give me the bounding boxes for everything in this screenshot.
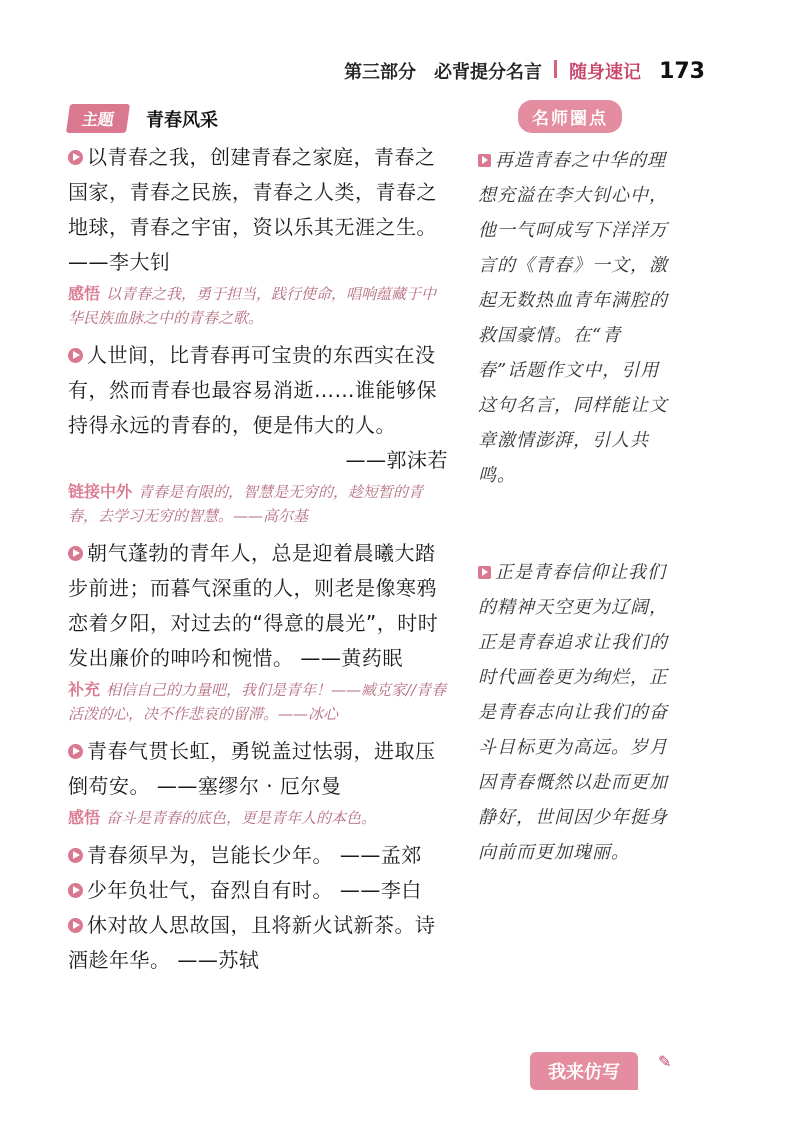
note-label: 补充 xyxy=(68,680,101,699)
note-label: 感悟 xyxy=(68,284,101,303)
page-number: 173 xyxy=(659,59,705,84)
note-block xyxy=(68,678,448,726)
play-bullet-icon xyxy=(68,150,83,165)
quote-text: 青春须早为，岂能长少年。 xyxy=(87,843,333,867)
play-bullet-icon xyxy=(68,918,83,933)
comment-arrow-icon xyxy=(478,566,491,579)
comment-text: 正是青春信仰让我们的精神天空更为辽阔，正是青春追求让我们的时代画卷更为绚烂，正是青春志向让我们的奋斗目标更为高远。岁月因青春慨然以赴而更加静好，世间因少年挺身向前而更加瑰丽。 xyxy=(478,562,668,863)
note-label: 链接中外 xyxy=(68,482,133,501)
header-divider xyxy=(554,60,557,78)
play-bullet-icon xyxy=(68,883,83,898)
quote-text: 以青春之我，创建青春之家庭，青春之国家，青春之民族，青春之人类，青春之地球，青春之宇宙，资以乐其无涯之生。 xyxy=(68,145,437,239)
play-bullet-icon xyxy=(68,744,83,759)
quote-text: 朝气蓬勃的青年人，总是迎着晨曦大踏步前进；而暮气深重的人，则老是像寒鸦恋着夕阳，对过去的“得意的晨光”，时时发出廉价的呻吟和惋惜。 xyxy=(68,541,439,670)
comment-text: 再造青春之中华的理想充溢在李大钊心中，他一气呵成写下洋洋万言的《青春》一文，激起无数热血青年满腔的救国豪情。在“青春”话题作文中，引用这句名言，同样能让文章激情澎湃，引人共鸣。 xyxy=(478,150,668,486)
quote-text: 休对故人思故国，且将新火试新茶。诗酒趁年华。 xyxy=(68,913,436,972)
quote-item xyxy=(68,140,448,280)
note-text: 以青春之我，勇于担当，践行使命，唱响蕴藏于中华民族血脉之中的青春之歌。 xyxy=(68,285,437,327)
quote-text: 人世间，比青春再可宝贵的东西实在没有，然而青春也最容易消逝……谁能够保持得永远的青春的，便是伟大的人。 xyxy=(68,343,437,437)
quote-author: ——塞缪尔 · 厄尔曼 xyxy=(156,774,342,798)
header-part: 第三部分 必背提分名言 xyxy=(344,62,543,83)
imitate-writing-tab: 我来仿写 xyxy=(530,1052,638,1090)
note-block xyxy=(68,806,448,830)
note-text: 青春是有限的，智慧是无穷的，趁短暂的青春，去学习无穷的智慧。——高尔基 xyxy=(68,483,424,525)
quote-author: ——苏轼 xyxy=(177,948,260,972)
topic-tag: 主题 xyxy=(66,104,130,133)
note-text: 相信自己的力量吧，我们是青年！——臧克家//青春活泼的心，决不作悲哀的留滞。——冰心 xyxy=(68,681,447,723)
quote-author: ——李白 xyxy=(339,878,422,902)
teacher-comments-column xyxy=(478,100,668,870)
quote-author: ——李大钊 xyxy=(68,250,171,274)
quote-item xyxy=(68,838,448,873)
note-label: 感悟 xyxy=(68,808,101,827)
quote-item xyxy=(68,338,448,478)
teacher-comment xyxy=(478,143,668,493)
quote-text: 青春气贯长虹，勇锐盖过怯弱，进取压倒苟安。 xyxy=(68,739,436,798)
note-block xyxy=(68,282,448,330)
quote-author: ——郭沫若 xyxy=(345,448,448,472)
quote-item xyxy=(68,873,448,908)
play-bullet-icon xyxy=(68,546,83,561)
topic-title: 青春风采 xyxy=(146,109,219,131)
quote-item xyxy=(68,734,448,804)
quote-author: ——孟郊 xyxy=(339,843,422,867)
quote-item xyxy=(68,536,448,676)
quote-text: 少年负壮气，奋烈自有时。 xyxy=(87,878,333,902)
quote-author: ——黄药眠 xyxy=(300,646,403,670)
play-bullet-icon xyxy=(68,848,83,863)
comment-arrow-icon xyxy=(478,154,491,167)
topic-heading xyxy=(68,104,218,133)
play-bullet-icon xyxy=(68,348,83,363)
pen-icon: ✎ xyxy=(658,1052,672,1071)
page-header xyxy=(344,58,705,84)
header-section: 随身速记 xyxy=(569,62,642,83)
note-block xyxy=(68,480,448,528)
teacher-comments-title: 名师圈点 xyxy=(518,100,622,133)
teacher-comment xyxy=(478,555,668,870)
quote-item xyxy=(68,908,448,978)
note-text: 奋斗是青春的底色，更是青年人的本色。 xyxy=(106,809,377,827)
quotes-column xyxy=(68,140,448,978)
